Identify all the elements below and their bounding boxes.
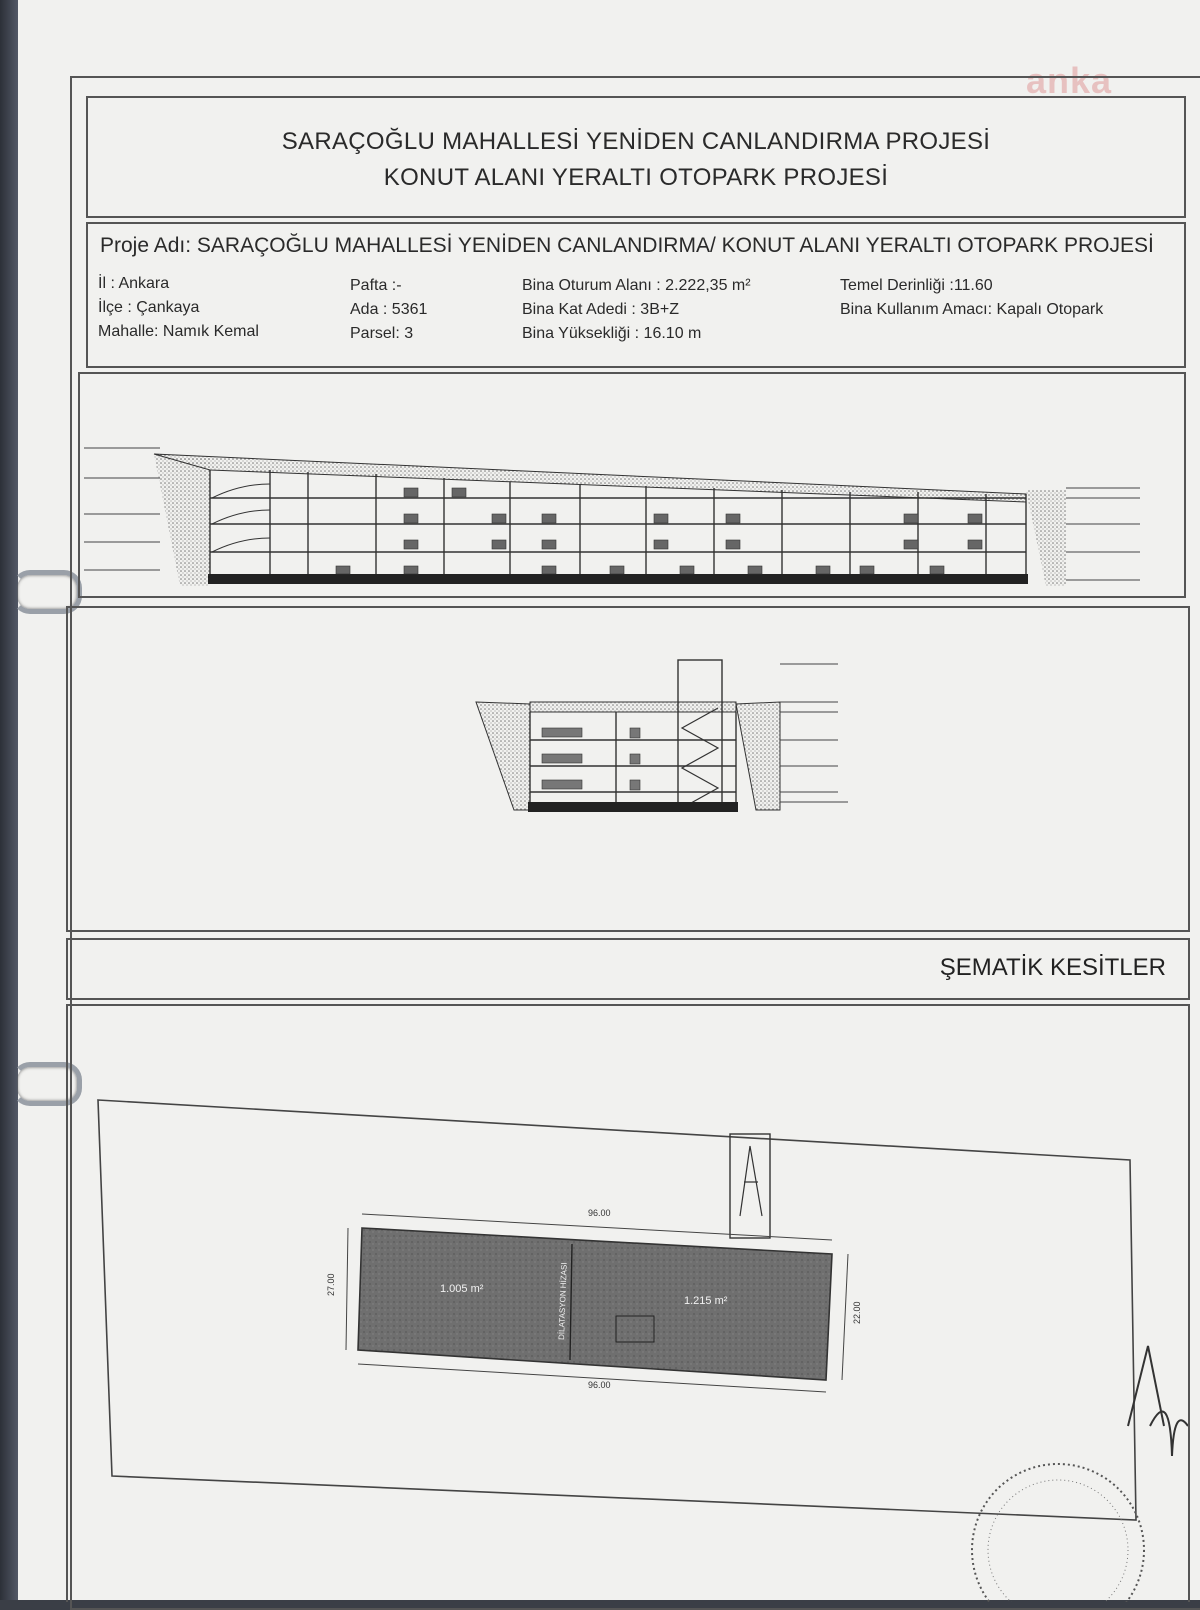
- il-field: İl : Ankara: [98, 275, 170, 292]
- building-footprint: [358, 1228, 832, 1380]
- site-plan-drawing: [68, 1006, 1188, 1602]
- location-column: [98, 272, 259, 344]
- section-title: ŞEMATİK KESİTLER: [939, 954, 1166, 981]
- title-line-1: SARAÇOĞLU MAHALLESİ YENİDEN CANLANDIRMA PROJESİ: [281, 128, 991, 155]
- document-page: [18, 0, 1200, 1600]
- area-right-label: 1.215 m²: [684, 1295, 728, 1307]
- pafta-field: Pafta :-: [350, 277, 402, 294]
- mahalle-field: Mahalle: Namık Kemal: [98, 323, 259, 340]
- ilce-field: İlçe : Çankaya: [98, 299, 200, 316]
- ada-field: Ada : 5361: [350, 301, 428, 318]
- top-dimension: 96.00: [588, 1208, 611, 1218]
- title-block: [86, 96, 1186, 218]
- bottom-dimension: 96.00: [588, 1380, 611, 1390]
- kat-adedi-field: Bina Kat Adedi : 3B+Z: [522, 301, 679, 318]
- cross-section-drawing: [68, 608, 1188, 930]
- right-dimension: 22.00: [852, 1301, 862, 1324]
- left-dimension: 27.00: [326, 1273, 336, 1296]
- area-left-label: 1.005 m²: [440, 1283, 484, 1295]
- divider-label: DİLATASYON HİZASI: [557, 1262, 569, 1341]
- parsel-field: Parsel: 3: [350, 325, 414, 342]
- yukseklik-field: Bina Yüksekliği : 16.10 m: [522, 325, 702, 342]
- site-plan-frame: [66, 1004, 1190, 1602]
- kullanim-amaci-field: Bina Kullanım Amacı: Kapalı Otopark: [840, 301, 1104, 318]
- parcel-column: [350, 274, 427, 346]
- project-name: Proje Adı: SARAÇOĞLU MAHALLESİ YENİDEN CANLANDIRMA/ KONUT ALANI YERALTI OTOPARK PROJESİ: [100, 234, 1154, 257]
- section-title-block: [66, 938, 1190, 1000]
- long-section-frame: [78, 372, 1186, 598]
- cross-section-frame: [66, 606, 1190, 932]
- building-column: [522, 274, 751, 346]
- long-section-drawing: [80, 374, 1184, 596]
- temel-derinligi-field: Temel Derinliği :11.60: [840, 277, 993, 294]
- title-line-2: KONUT ALANI YERALTI OTOPARK PROJESİ: [383, 164, 889, 191]
- watermark-logo: anka: [1025, 60, 1112, 101]
- official-stamp: [972, 1464, 1144, 1602]
- signature: [1128, 1346, 1188, 1456]
- usage-column: [840, 274, 1103, 322]
- project-info-block: [86, 222, 1186, 368]
- oturum-alani-field: Bina Oturum Alanı : 2.222,35 m²: [522, 277, 751, 294]
